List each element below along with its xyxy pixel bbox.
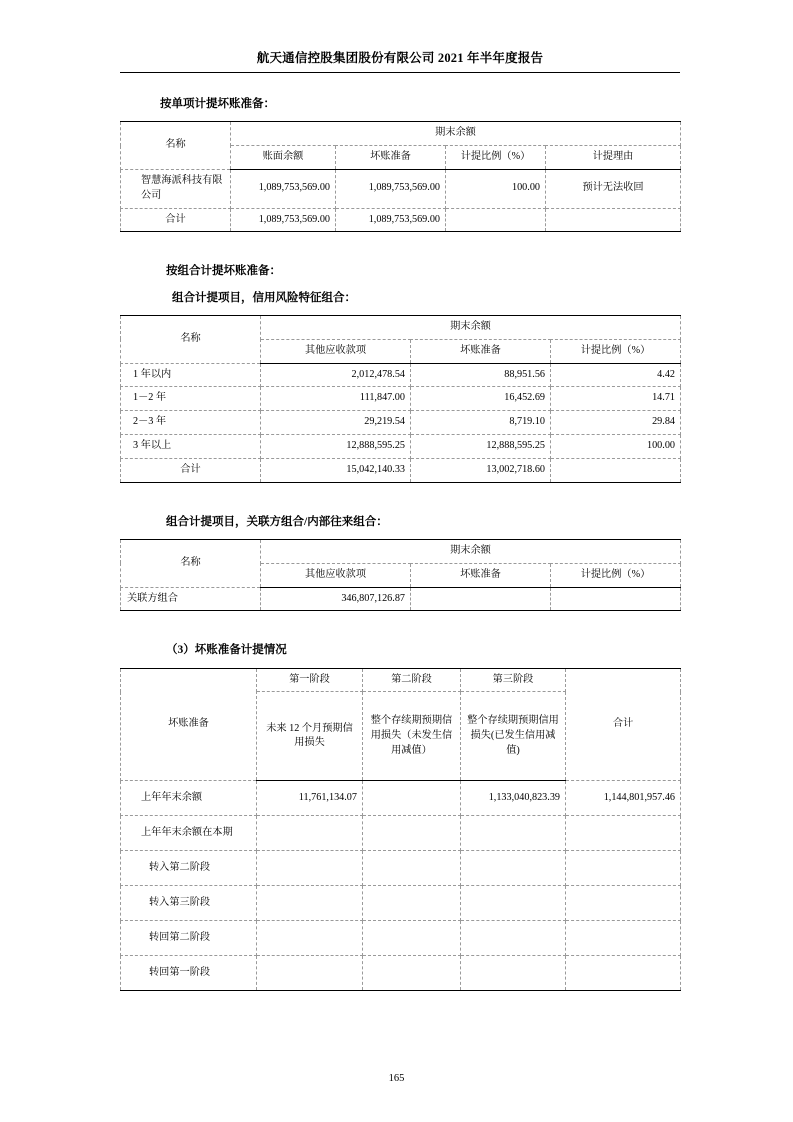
row-label: 上年年末余额在本期	[121, 816, 257, 851]
single-item-title: 按单项计提坏账准备：	[160, 98, 275, 110]
cell-stage-3	[461, 851, 566, 886]
cell-stage-3	[461, 816, 566, 851]
cell-ratio	[551, 587, 681, 611]
cell-stage-1	[257, 851, 363, 886]
cell-group-label: 关联方组合	[121, 587, 261, 611]
col-header-reason: 计提理由	[546, 146, 681, 170]
col-header-other-receivable: 其他应收款项	[261, 339, 411, 363]
col-desc-stage-1: 未来 12 个月预期信用损失	[257, 692, 363, 781]
cell-receivable: 346,807,126.87	[261, 587, 411, 611]
spacer	[120, 232, 680, 262]
stages-table	[120, 668, 681, 992]
cell-bad-debt: 8,719.10	[411, 411, 551, 435]
cell-total-reason	[546, 208, 681, 232]
cell-total-book-balance: 1,089,753,569.00	[231, 208, 336, 232]
cell-total-ratio	[551, 458, 681, 482]
page-content	[120, 95, 680, 991]
related-party-title: 组合计提项目，关联方组合/内部往来组合：	[166, 515, 388, 528]
cell-stage-3	[461, 921, 566, 956]
cell-stage-1	[257, 956, 363, 991]
cell-total-label: 合计	[121, 458, 261, 482]
table-row	[121, 816, 681, 851]
table-row	[121, 316, 681, 340]
cell-stage-1: 11,761,134.07	[257, 781, 363, 816]
cell-stage-2	[363, 781, 461, 816]
cell-aging-label: 3 年以上	[121, 434, 261, 458]
group-header-period-end: 期末余额	[231, 122, 681, 146]
single-item-table	[120, 121, 681, 232]
cell-stage-2	[363, 956, 461, 991]
spacer	[120, 611, 680, 641]
row-label: 上年年末余额	[121, 781, 257, 816]
cell-total: 1,144,801,957.46	[566, 781, 681, 816]
table-row	[121, 434, 681, 458]
cell-receivable: 12,888,595.25	[261, 434, 411, 458]
cell-stage-3	[461, 956, 566, 991]
cell-total	[566, 851, 681, 886]
cell-total-label: 合计	[121, 208, 231, 232]
table-row	[121, 781, 681, 816]
col-desc-stage-2: 整个存续期预期信用损失（未发生信用减值）	[363, 692, 461, 781]
table-row	[121, 886, 681, 921]
col-header-other-receivable: 其他应收款项	[261, 563, 411, 587]
col-header-stage-2: 第二阶段	[363, 668, 461, 692]
cell-stage-1	[257, 886, 363, 921]
cell-total	[566, 956, 681, 991]
table-row	[121, 921, 681, 956]
spacer	[120, 483, 680, 513]
table-row	[121, 587, 681, 611]
cell-stage-3	[461, 886, 566, 921]
cell-total-ratio	[446, 208, 546, 232]
row-label: 转入第三阶段	[121, 886, 257, 921]
table-row	[121, 411, 681, 435]
cell-stage-2	[363, 886, 461, 921]
cell-ratio: 4.42	[551, 363, 681, 387]
cell-stage-2	[363, 921, 461, 956]
table-row	[121, 208, 681, 232]
table-row	[121, 387, 681, 411]
cell-total-bad-debt: 13,002,718.60	[411, 458, 551, 482]
portfolio-title: 按组合计提坏账准备：	[166, 265, 281, 278]
cell-company-name: 智慧海派科技有限公司	[121, 169, 231, 208]
row-label: 转回第二阶段	[121, 921, 257, 956]
cell-receivable: 29,219.54	[261, 411, 411, 435]
col-header-ratio: 计提比例（%）	[551, 339, 681, 363]
row-label: 转回第一阶段	[121, 956, 257, 991]
cell-stage-1	[257, 921, 363, 956]
table-row	[121, 668, 681, 692]
col-header-ratio: 计提比例（%）	[446, 146, 546, 170]
col-header-stage-3: 第三阶段	[461, 668, 566, 692]
cell-total	[566, 816, 681, 851]
col-header-name: 名称	[121, 539, 261, 587]
table-row	[121, 122, 681, 146]
cell-ratio: 100.00	[446, 169, 546, 208]
page-header: 航天通信控股集团股份有限公司 2021 年半年度报告	[256, 51, 544, 65]
row-label: 转入第二阶段	[121, 851, 257, 886]
col-header-bad-debt: 坏账准备	[336, 146, 446, 170]
col-header-bad-debt: 坏账准备	[411, 339, 551, 363]
group-header-period-end: 期末余额	[261, 539, 681, 563]
cell-ratio: 29.84	[551, 411, 681, 435]
table-row	[121, 363, 681, 387]
portfolio-subtitle: 组合计提项目，信用风险特征组合：	[172, 291, 356, 304]
cell-ratio: 100.00	[551, 434, 681, 458]
cell-stage-1	[257, 816, 363, 851]
table-row	[121, 956, 681, 991]
table-row	[121, 169, 681, 208]
cell-stage-2	[363, 816, 461, 851]
cell-aging-label: 2－3 年	[121, 411, 261, 435]
cell-total	[566, 886, 681, 921]
cell-aging-label: 1 年以内	[121, 363, 261, 387]
col-header-ratio: 计提比例（%）	[551, 563, 681, 587]
cell-bad-debt: 16,452.69	[411, 387, 551, 411]
col-header-bad-debt: 坏账准备	[411, 563, 551, 587]
cell-bad-debt: 1,089,753,569.00	[336, 169, 446, 208]
col-header-bad-debt-provision: 坏账准备	[121, 668, 257, 781]
col-header-stage-1: 第一阶段	[257, 668, 363, 692]
cell-total-receivable: 15,042,140.33	[261, 458, 411, 482]
table-row	[121, 851, 681, 886]
cell-stage-3: 1,133,040,823.39	[461, 781, 566, 816]
portfolio-table	[120, 315, 681, 482]
cell-receivable: 2,012,478.54	[261, 363, 411, 387]
cell-ratio: 14.71	[551, 387, 681, 411]
cell-total	[566, 921, 681, 956]
cell-aging-label: 1－2 年	[121, 387, 261, 411]
cell-bad-debt	[411, 587, 551, 611]
header-divider	[120, 72, 680, 73]
cell-reason: 预计无法收回	[546, 169, 681, 208]
group-header-period-end: 期末余额	[261, 316, 681, 340]
col-desc-stage-3: 整个存续期预期信用损失(已发生信用减值)	[461, 692, 566, 781]
cell-stage-2	[363, 851, 461, 886]
col-header-name: 名称	[121, 122, 231, 170]
table-row	[121, 539, 681, 563]
col-header-total: 合计	[566, 668, 681, 781]
col-header-book-balance: 账面余额	[231, 146, 336, 170]
related-party-table	[120, 539, 681, 611]
stages-title: （3）坏账准备计提情况	[166, 644, 287, 657]
page-number: 165	[388, 1073, 405, 1084]
cell-total-bad-debt: 1,089,753,569.00	[336, 208, 446, 232]
col-header-name: 名称	[121, 316, 261, 364]
cell-receivable: 111,847.00	[261, 387, 411, 411]
cell-bad-debt: 12,888,595.25	[411, 434, 551, 458]
cell-bad-debt: 88,951.56	[411, 363, 551, 387]
table-row	[121, 458, 681, 482]
cell-book-balance: 1,089,753,569.00	[231, 169, 336, 208]
